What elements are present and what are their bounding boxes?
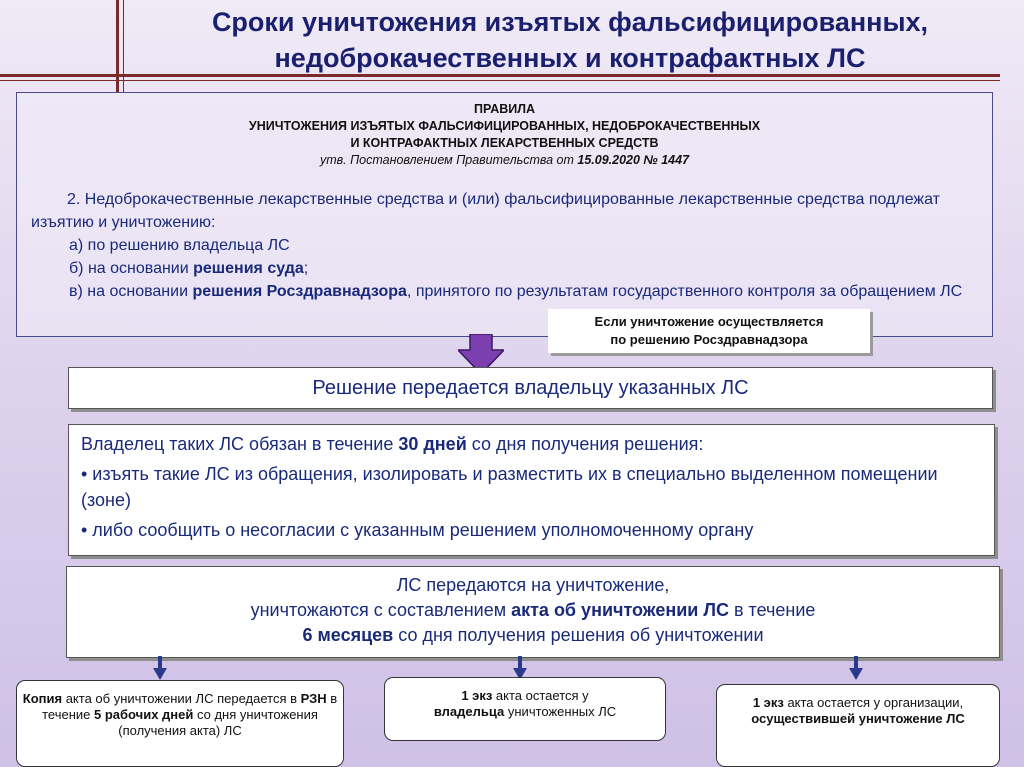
box3-text-1: акта остается у организации, [783, 695, 964, 710]
destruction-line-1: ЛС передаются на уничтожение, [396, 575, 670, 595]
header-decor-hline-thin [0, 80, 1000, 81]
rules-heading-1: ПРАВИЛА [473, 102, 536, 116]
box1-text-2: в течение [42, 691, 338, 722]
rules-box [16, 92, 993, 337]
rules-heading-2: УНИЧТОЖЕНИЯ ИЗЪЯТЫХ ФАЛЬСИФИЦИРОВАННЫХ, НЕДОБРОКАЧЕСТВЕННЫХ [248, 119, 761, 133]
arrow-down-small-icon [849, 656, 863, 680]
rules-item-b-prefix: б) на основании [69, 260, 194, 277]
rules-item-c-prefix: в) на основании [69, 283, 193, 300]
owner-deadline [81, 431, 984, 457]
owner-obligations-box [68, 424, 995, 556]
rules-item-a: а) по решению владельца ЛС [69, 237, 290, 254]
header-decor-vline [116, 0, 119, 92]
box2-text-2: уничтоженных ЛС [504, 704, 617, 719]
box1-bold-1: Копия [22, 691, 63, 706]
callout-line-2: по решению Росздравнадзора [610, 332, 808, 347]
box2-bold-1: 1 экз [461, 688, 493, 703]
owner-deadline-suffix: со дня получения решения: [466, 434, 704, 454]
callout-line-1: Если уничтожение осуществляется [594, 314, 824, 329]
decision-box: Решение передается владельцу указанных ЛС [68, 367, 993, 409]
destruction-line-2-prefix: уничтожаются с составлением [250, 600, 512, 620]
destruction-line-2 [67, 598, 999, 623]
box3-bold-2: осуществившей уничтожение ЛС [751, 711, 965, 726]
copy-owner-box [384, 677, 666, 741]
box1-text-3: со дня уничтожения (получения акта) ЛС [118, 707, 318, 738]
rules-item-c-suffix: , принятого по результатам государственного контроля за обращением ЛС [406, 283, 963, 300]
header-decor-vline-thin [123, 0, 124, 92]
copy-organization-box [716, 684, 1000, 767]
destruction-act: акта об уничтожении ЛС [511, 600, 729, 620]
rules-approved-date: 15.09.2020 № 1447 [577, 153, 690, 167]
owner-deadline-prefix: Владелец таких ЛС обязан в течение [81, 434, 399, 454]
rules-approved [17, 152, 992, 169]
box3-bold-1: 1 экз [752, 695, 784, 710]
owner-deadline-days: 30 дней [398, 434, 467, 454]
rules-item-b-suffix: ; [303, 260, 309, 277]
destruction-line-3-suffix: со дня получения решения об уничтожении [393, 625, 764, 645]
slide-title [130, 4, 1010, 76]
rules-item-c [31, 280, 981, 303]
box1-bold-2: РЗН [300, 691, 327, 706]
destruction-months: 6 месяцев [302, 625, 394, 645]
rules-heading-3: И КОНТРАФАКТНЫХ ЛЕКАРСТВЕННЫХ СРЕДСТВ [350, 136, 659, 150]
callout-roszdravnadzor [548, 309, 870, 353]
owner-option-isolate: • изъять такие ЛС из обращения, изолировать и разместить их в специально выделенном помещении (зоне) [81, 464, 938, 510]
rules-body [31, 188, 981, 303]
rules-item-b-bold: решения суда [193, 260, 304, 277]
title-line-1: Сроки уничтожения изъятых фальсифицированных, [211, 7, 929, 37]
rules-item-b [31, 257, 981, 280]
box2-text-1: акта остается у [492, 688, 589, 703]
rules-heading [17, 101, 992, 169]
destruction-line-2-suffix: в течение [728, 600, 816, 620]
arrow-down-small-icon [153, 656, 167, 680]
rules-approved-prefix: утв. Постановлением Правительства от [319, 153, 578, 167]
box2-bold-2: владельца [433, 704, 505, 719]
destruction-box [66, 566, 1000, 658]
rules-item-c-bold: решения Росздравнадзора [192, 283, 407, 300]
copy-to-rzn-box [16, 680, 344, 767]
rules-paragraph: 2. Недоброкачественные лекарственные средства и (или) фальсифицированные лекарственные средства подлежат изъятию и уничтожению: [31, 191, 940, 231]
owner-option-disagree: • либо сообщить о несогласии с указанным решением уполномоченному органу [81, 520, 754, 540]
box1-bold-3: 5 рабочих дней [94, 707, 194, 722]
destruction-line-3 [67, 623, 999, 648]
title-line-2: недоброкачественных и контрафактных ЛС [274, 43, 866, 73]
box1-text-1: акта об уничтожении ЛС передается в [62, 691, 301, 706]
